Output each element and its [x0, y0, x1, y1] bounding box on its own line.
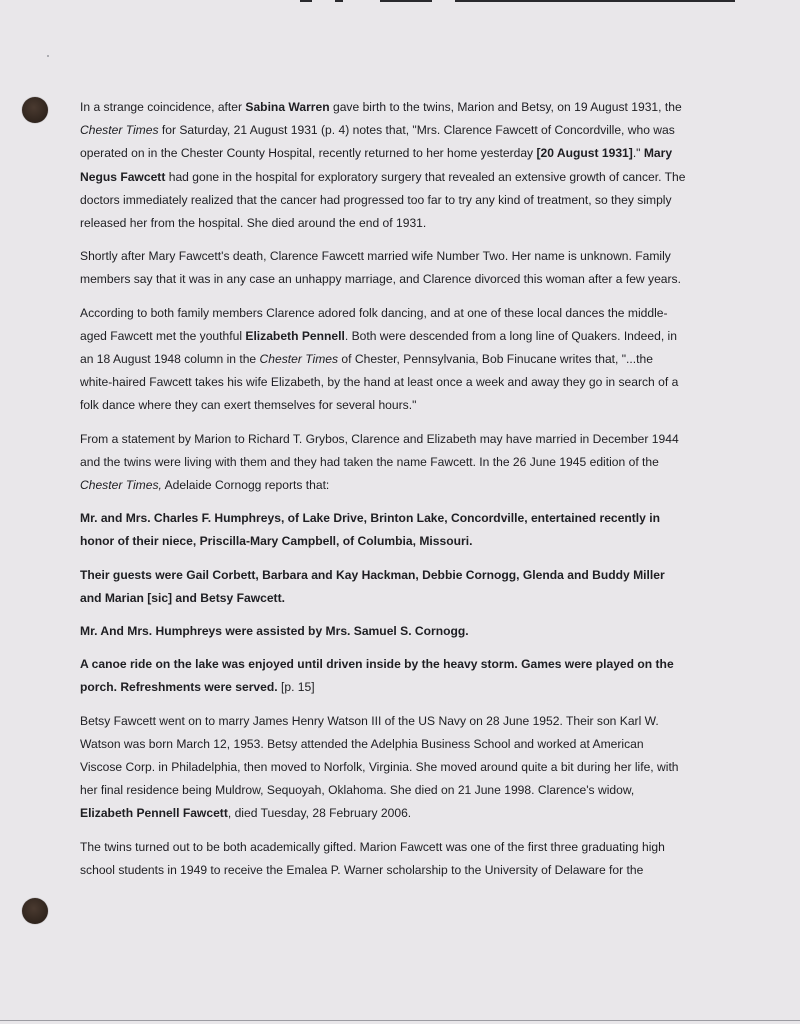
text-run: From a statement by Marion to Richard T. Grybos, Clarence and Elizabeth may have married in December 1944 and the twins were living with them and they had taken the name Fawcett. In the 26 June 1945 edition of the — [80, 431, 679, 469]
text-run: . Both were descended from a long line of Quakers. Indeed, in an 18 August 1948 column in the — [80, 328, 677, 367]
quoted-paragraph — [80, 564, 686, 610]
text-run: Shortly after Mary Fawcett's death, Clarence Fawcett married wife Number Two. Her name is unknown. Family members say that it was in any case an unhappy marriage, and Clarence divorced this woman after a few years. — [80, 249, 681, 287]
text-run: Mr. And Mrs. Humphreys were assisted by Mrs. Samuel S. Cornogg. — [80, 624, 469, 639]
bold-text: Sabina Warren — [245, 100, 330, 114]
text-run: Adelaide Cornogg reports that: — [161, 478, 330, 493]
italic-text: Chester Times — [80, 123, 159, 138]
bold-text: Mary Negus Fawcett — [80, 146, 673, 184]
text-run: of Chester, Pennsylvania, Bob Finucane writes that, "...the white-haired Fawcett takes his wife Elizabeth, by the hand at least once a week and away they go in search of a folk dance where they can exert themselves for several hours." — [80, 352, 679, 413]
top-edge-mark — [300, 0, 312, 2]
text-run: [p. 15] — [277, 680, 315, 695]
top-edge-mark — [380, 0, 432, 2]
italic-text: Chester Times — [259, 352, 339, 367]
bold-text: Elizabeth Pennell — [245, 328, 345, 343]
text-run: The twins turned out to be both academically gifted. Marion Fawcett was one of the first three graduating high school students in 1949 to receive the Emalea P. Warner scholarship to the University of Delaware for the — [80, 839, 665, 877]
text-run: , died Tuesday, 28 February 2006. — [227, 806, 412, 821]
text-run: Their guests were Gail Corbett, Barbara and Kay Hackman, Debbie Cornogg, Glenda and Buddy Miller and Marian [sic] and Betsy Fawcett. — [80, 567, 665, 605]
text-run: A canoe ride on the lake was enjoyed until driven inside by the heavy storm. Games were played on the porch. Refreshments were served. — [80, 657, 674, 695]
text-run: In a strange coincidence, after — [80, 100, 246, 114]
paragraph — [80, 836, 686, 882]
paragraph — [80, 710, 686, 826]
paragraph — [80, 96, 686, 235]
quoted-paragraph — [80, 507, 686, 553]
text-run: gave birth to the twins, Marion and Betsy, on 19 August 1931, the — [329, 100, 682, 114]
text-run: According to both family members Clarence adored folk dancing, and at one of these local dances the middle-aged Fawcett met the youthful — [80, 305, 668, 343]
text-run: had gone in the hospital for exploratory surgery that revealed an extensive growth of cancer. The doctors immediately realized that the cancer had progressed too far to try any kind of treatment, so they simply released her from the hospital. She died around the end of 1931. — [80, 169, 686, 231]
top-edge-mark — [335, 0, 343, 2]
italic-text: Chester Times, — [80, 478, 162, 493]
punch-hole-top — [22, 97, 48, 123]
paragraph — [80, 245, 686, 291]
text-run: Mr. and Mrs. Charles F. Humphreys, of Lake Drive, Brinton Lake, Concordville, entertained recently in honor of their niece, Priscilla-Mary Campbell, of Columbia, Missouri. — [80, 511, 660, 549]
bold-text: [20 August 1931] — [536, 146, 633, 161]
bottom-edge-line — [0, 1020, 800, 1021]
punch-hole-bottom — [22, 898, 48, 924]
document-body — [80, 96, 686, 892]
paper-speck — [47, 55, 49, 57]
bold-text: Elizabeth Pennell Fawcett — [80, 806, 228, 821]
paragraph — [80, 302, 686, 418]
text-run: for Saturday, 21 August 1931 (p. 4) notes that, "Mrs. Clarence Fawcett of Concordville, who was operated on in the Chester County Hospital, recently returned to her home yesterday — [80, 123, 675, 161]
quoted-paragraph — [80, 620, 686, 643]
text-run: ." — [632, 146, 644, 161]
quoted-paragraph — [80, 653, 686, 699]
text-run: Betsy Fawcett went on to marry James Henry Watson III of the US Navy on 28 June 1952. Their son Karl W. Watson was born March 12, 1953. Betsy attended the Adelphia Business School and worked at American Viscose Corp. in Philadelphia, then moved to Norfolk, Virginia. She moved around quite a bit during her life, with her final residence being Muldrow, Sequoyah, Oklahoma. She died on 21 June 1998. Clarence's widow, — [80, 713, 679, 798]
top-edge-mark — [455, 0, 735, 2]
paragraph — [80, 428, 686, 498]
